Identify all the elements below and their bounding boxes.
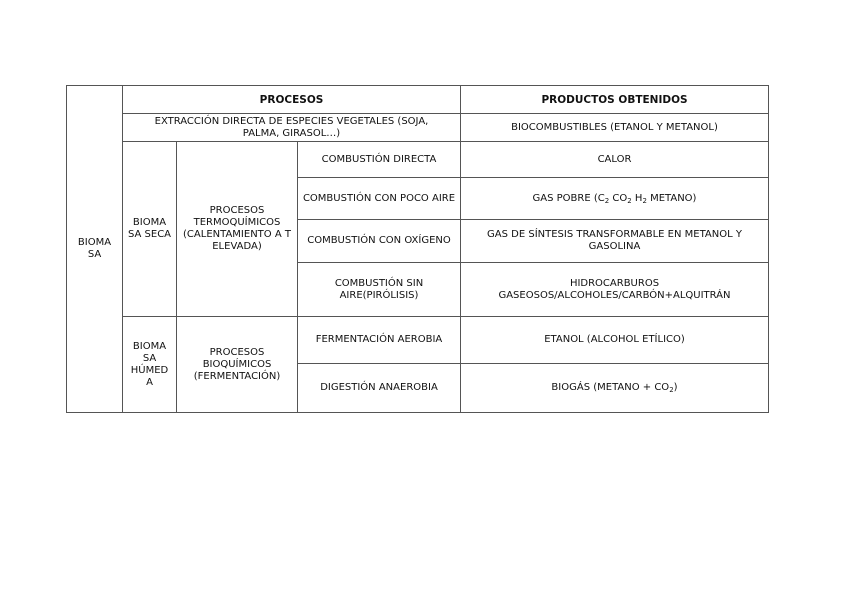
extraccion-producto: BIOCOMBUSTIBLES (ETANOL Y METANOL) [461, 114, 769, 142]
producto-cell: CALOR [461, 142, 769, 178]
proceso-cell: COMBUSTIÓN SIN AIRE(PIRÓLISIS) [298, 263, 461, 317]
biomasa-humeda-label: BIOMA SA HÚMED A [123, 317, 177, 413]
proceso-cell: COMBUSTIÓN CON OXÍGENO [298, 220, 461, 263]
proceso-cell: FERMENTACIÓN AEROBIA [298, 317, 461, 364]
producto-cell: GAS POBRE ($C_2$ $CO_2$ $H_2$ METANO) [461, 178, 769, 220]
procesos-termoquimicos: PROCESOS TERMOQUÍMICOS (CALENTAMIENTO A T ELEVADA) [177, 142, 298, 317]
producto-cell: GAS DE SÍNTESIS TRANSFORMABLE EN METANOL Y GASOLINA [461, 220, 769, 263]
producto-cell: BIOGÁS (METANO + $CO_2$) [461, 364, 769, 413]
biomasa-row-header: BIOMA SA [67, 86, 123, 413]
procesos-bioquimicos: PROCESOS BIOQUÍMICOS (FERMENTACIÓN) [177, 317, 298, 413]
biomasa-seca-label: BIOMA SA SECA [123, 142, 177, 317]
extraccion-proceso: EXTRACCIÓN DIRECTA DE ESPECIES VEGETALES (SOJA, PALMA, GIRASOL…) [123, 114, 461, 142]
producto-cell: HIDROCARBUROS GASEOSOS/ALCOHOLES/CARBÓN+ALQUITRÁN [461, 263, 769, 317]
proceso-cell: COMBUSTIÓN CON POCO AIRE [298, 178, 461, 220]
proceso-cell: COMBUSTIÓN DIRECTA [298, 142, 461, 178]
header-procesos: PROCESOS [123, 86, 461, 114]
biomass-process-table [66, 85, 769, 413]
proceso-cell: DIGESTIÓN ANAEROBIA [298, 364, 461, 413]
producto-cell: ETANOL (ALCOHOL ETÍLICO) [461, 317, 769, 364]
header-productos: PRODUCTOS OBTENIDOS [461, 86, 769, 114]
